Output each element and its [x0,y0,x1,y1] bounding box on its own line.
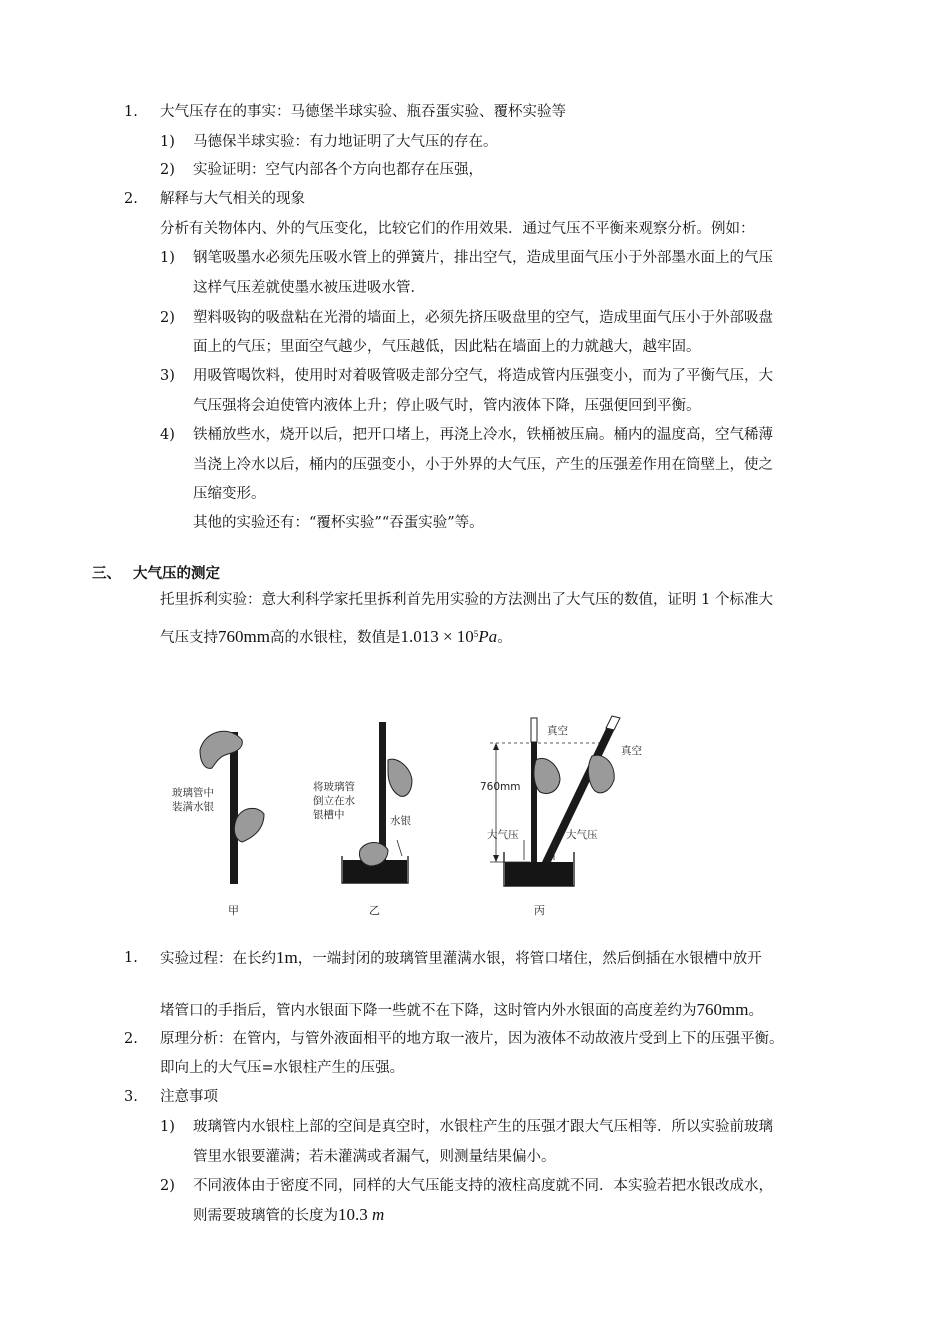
paragraph: 即向上的大气压=水银柱产生的压强。 [160,1060,405,1076]
paragraph [160,948,762,969]
math-length: 760mm [696,1000,749,1019]
figure-label: 大气压 [566,829,598,841]
math-length [338,1205,384,1224]
figure-label: 将玻璃管 [313,781,355,793]
glass-tube [230,732,238,884]
paragraph [160,1000,763,1021]
item-number: 1) [160,1119,175,1135]
item-text [193,1205,384,1226]
math-length: 760mm [218,627,270,646]
text-run: ，一端封闭的玻璃管里灌满水银，将管口堵住，然后倒插在水银槽中放开 [297,951,762,967]
section-title: 解释与大气相关的现象 [160,191,305,207]
item-text: 钢笔吸墨水必须先压吸水管上的弹簧片，排出空气，造成里面气压小于外部墨水面上的气压 [193,250,773,266]
arrow-up-icon [493,743,499,750]
text-run: 。 [748,1003,763,1019]
figure-jia [172,731,264,917]
item-text: 实验证明：空气内部各个方向也都存在压强， [193,162,483,178]
item-text: 气压强将会迫使管内液体上升；停止吸气时，管内液体下降，压强便回到平衡。 [193,398,701,414]
hand-icon [234,808,264,842]
text-run: 则需要玻璃管的长度为 [193,1208,338,1224]
math-unit: Pa [478,627,498,646]
paragraph: 分析有关物体内、外的气压变化，比较它们的作用效果．通过气压不平衡来观察分析。例如： [160,221,755,237]
item-number: 2) [160,162,175,178]
item-text: 这样气压差就使墨水被压进吸水管． [193,280,425,296]
item-number: 1) [160,250,175,266]
math-exponent: 5 [473,629,479,639]
figure-label: 玻璃管中 [172,787,214,799]
section-title: 大气压存在的事实：马德堡半球实验、瓶吞蛋实验、覆杯实验等 [160,104,566,120]
paragraph: 原理分析：在管内，与管外液面相平的地方取一液片，因为液体不动故液片受到上下的压强平衡。 [160,1031,784,1047]
item-number: 1) [160,134,175,150]
math-unit: m [372,1205,385,1224]
paragraph [160,627,512,648]
figure-label: 装满水银 [172,801,214,813]
section-number: 2. [124,191,138,207]
section-number: 三、 [92,566,121,582]
leader-line [397,840,402,856]
item-number: 3) [160,368,175,384]
text-run: 实验过程：在长约 [160,951,276,967]
torricelli-figure [160,700,660,925]
arrow-down-icon [493,855,499,862]
section-number: 1. [124,104,138,120]
figure-label: 真空 [547,725,568,737]
text-run: 。 [497,630,512,646]
item-text: 用吸管喝饮料，使用时对着吸管吸走部分空气，将造成管内压强变小，而为了平衡气压，大 [193,368,773,384]
item-text: 铁桶放些水，烧开以后，把开口堵上，再浇上冷水，铁桶被压扁。桶内的温度高，空气稀薄 [193,427,773,443]
figure-label: 真空 [621,745,642,757]
math-base: 1.013 × 10 [400,627,474,646]
figure-caption: 甲 [228,904,239,917]
item-number: 4) [160,427,175,443]
item-text: 管里水银要灌满；若未灌满或者漏气，则测量结果偏小。 [193,1149,556,1165]
section-title: 大气压的测定 [133,566,220,582]
hand-icon [588,755,614,793]
item-number: 2) [160,1178,175,1194]
paragraph: 托里拆利实验：意大利科学家托里拆利首先用实验的方法测出了大气压的数值，证明 1 个标准大 [160,592,773,608]
item-text: 当浇上冷水以后，桶内的压强变小，小于外界的大气压，产生的压强差作用在筒壁上，使之 [193,457,773,473]
figure-yi [313,722,412,917]
section-title: 注意事项 [160,1089,218,1105]
vacuum-space [606,716,620,730]
mercury [505,862,573,886]
section-number: 1. [124,950,138,966]
item-text: 压缩变形。 [193,486,266,502]
figure-label: 水银 [390,815,411,827]
item-text: 不同液体由于密度不同，同样的大气压能支持的液柱高度就不同．本实验若把水银改成水， [193,1178,773,1194]
text-run: 高的水银柱，数值是 [269,630,401,646]
item-text: 塑料吸钩的吸盘粘在光滑的墙面上，必须先挤压吸盘里的空气，造成里面气压小于外部吸盘 [193,310,773,326]
figure-label: 银槽中 [313,809,345,821]
hand-icon [534,758,560,793]
figure-bing [480,716,642,917]
section-number: 2. [124,1031,138,1047]
figure-label: 倒立在水 [313,795,355,807]
math-value: 10.3 [338,1205,368,1224]
figure-label: 760mm [480,781,521,793]
item-text: 马德保半球实验：有力地证明了大气压的存在。 [193,134,498,150]
vacuum-space [531,718,537,742]
section-number: 3. [124,1089,138,1105]
text-run: 气压支持 [160,630,218,646]
text-run: 堵管口的手指后，管内水银面下降一些就不在下降，这时管内外水银面的高度差约为 [160,1003,697,1019]
figure-caption: 乙 [369,904,380,917]
item-text: 面上的气压；里面空气越少，气压越低，因此粘在墙面上的力就越大，越牢固。 [193,339,701,355]
item-number: 2) [160,310,175,326]
figure-caption: 丙 [534,904,545,917]
math-pressure [400,627,497,646]
figure-label: 大气压 [487,829,519,841]
math-length: 1m [276,948,298,967]
hand-icon [388,759,412,796]
item-text: 玻璃管内水银柱上部的空间是真空时，水银柱产生的压强才跟大气压相等．所以实验前玻璃 [193,1119,773,1135]
paragraph: 其他的实验还有：“覆杯实验”“吞蛋实验”等。 [193,515,484,531]
